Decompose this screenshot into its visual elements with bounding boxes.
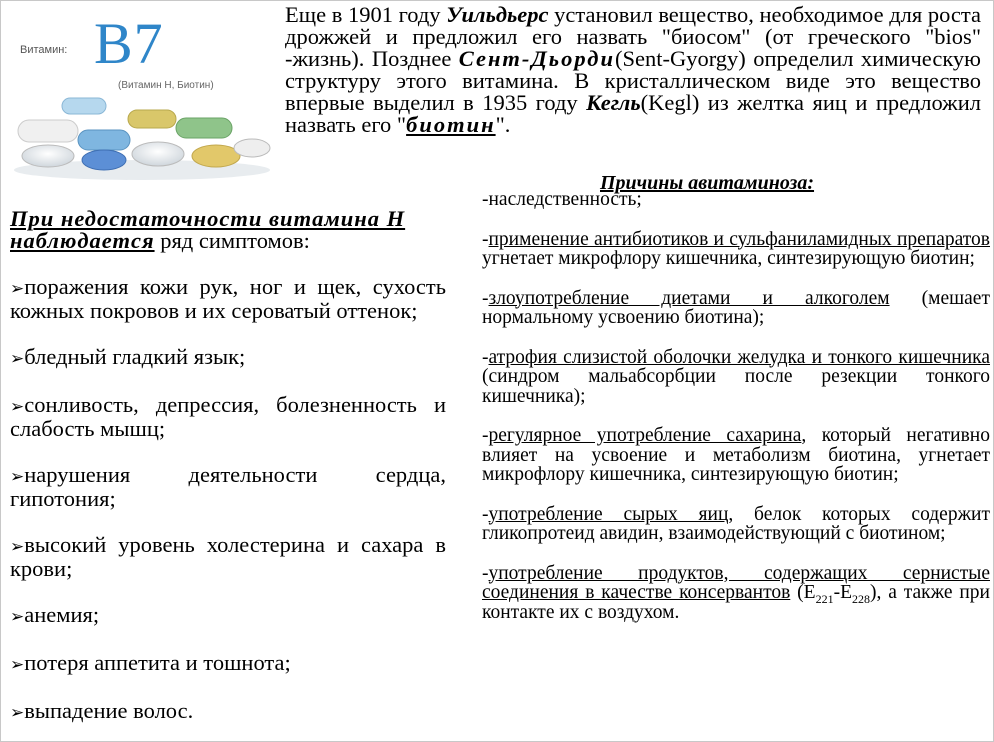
symptom-text: анемия;: [24, 602, 100, 627]
cause-item: [482, 348, 990, 407]
symptom-text: потеря аппетита и тошнота;: [24, 650, 291, 675]
symptoms-heading: [10, 208, 446, 252]
intro-text-3: (Sent-Gyorgy) определил химическую структуру этого витамина. В кристаллическом виде это вещество впервые выделил в 1935 году: [285, 46, 981, 115]
symptom-item: [10, 394, 446, 440]
name-szent-gyorgyi: Сент-Дьорди: [458, 46, 615, 71]
cause-dash: -: [482, 346, 489, 368]
symptom-item: [10, 700, 446, 724]
cause-text: , белок которых содержит гликопротеид авидин, взаимодействующий с биотином;: [482, 503, 991, 544]
symptom-text: поражения кожи рук, ног и щек, сухость кожных покровов и их сероватый оттенок;: [10, 274, 446, 323]
cause-item: [482, 564, 990, 623]
causes-column: [482, 190, 990, 622]
symptom-text: сонливость, депрессия, болезненность и слабость мышц;: [10, 392, 446, 441]
cause-dash: -: [482, 425, 489, 446]
arrow-bullet-icon: ➢: [10, 607, 25, 627]
logo-label: Витамин:: [20, 44, 68, 56]
cause-text: (Е: [790, 582, 816, 603]
cause-item: [482, 190, 990, 210]
cause-text: -Е: [833, 582, 852, 603]
symptom-text: нарушения деятельности сердца, гипотония;: [10, 462, 446, 511]
cause-text: , который негативно влияет на усвоение и метаболизм биотина, угнетает микрофлору кишечника, синтезирующую биотин;: [482, 425, 990, 485]
symptom-item: [10, 652, 446, 676]
arrow-bullet-icon: ➢: [10, 537, 25, 557]
arrow-bullet-icon: ➢: [10, 655, 25, 675]
cause-dash: -: [482, 503, 489, 525]
cause-underlined: регулярное употребление сахарина: [488, 425, 802, 446]
intro-text-4: (Kegl) из желтка яиц и предложил назвать его ": [285, 90, 981, 137]
cause-text: -наследственность;: [482, 189, 642, 210]
subscript: 228: [851, 591, 870, 606]
intro-paragraph: [285, 4, 981, 136]
cause-dash: -: [482, 228, 489, 250]
cause-underlined: употребление сырых яиц: [488, 503, 729, 525]
intro-text-2: установил вещество, необходимое для роста дрожжей и предложил его назвать "биосом" (от греческого "bios" -жизнь). Позднее: [285, 2, 982, 71]
cause-text: (мешает нормальному усвоению биотина);: [482, 287, 990, 328]
cause-dash: -: [482, 562, 489, 584]
cause-text: (синдром мальабсорбции после резекции тонкого кишечника);: [482, 366, 990, 407]
cause-underlined: атрофия слизистой оболочки желудка и тонкого кишечника: [488, 346, 990, 368]
arrow-bullet-icon: ➢: [10, 467, 25, 487]
cause-item: [482, 230, 990, 269]
vitamin-logo: [8, 8, 276, 184]
cause-underlined: применение антибиотиков и сульфаниламидных препаратов: [488, 228, 990, 250]
term-biotin: биотин: [406, 112, 496, 137]
cause-underlined: злоупотребление диетами и алкоголем: [488, 287, 890, 309]
symptom-item: [10, 534, 446, 580]
name-wildiers: Уильдьерс: [446, 2, 549, 27]
intro-text-5: ".: [495, 112, 511, 137]
logo-title: B7: [94, 11, 164, 76]
arrow-bullet-icon: ➢: [10, 279, 25, 299]
cause-item: [482, 505, 990, 544]
symptoms-column: [10, 208, 446, 724]
cause-dash: -: [482, 287, 489, 309]
logo-subtitle: (Витамин Н, Биотин): [118, 80, 214, 91]
symptom-item: [10, 346, 446, 370]
symptom-text: бледный гладкий язык;: [24, 344, 246, 369]
arrow-bullet-icon: ➢: [10, 349, 25, 369]
name-kogl: Кегль: [586, 90, 641, 115]
symptoms-heading-emph: При недостаточности витамина Н наблюдается: [10, 206, 406, 253]
arrow-bullet-icon: ➢: [10, 703, 25, 723]
intro-text-1: Еще в 1901 году: [285, 2, 447, 27]
cause-underlined: употребление продуктов, содержащих сернистые соединения в качестве консервантов: [482, 562, 990, 603]
symptom-text: выпадение волос.: [24, 698, 194, 723]
cause-text: ), а также при контакте их с воздухом.: [482, 582, 990, 623]
symptom-item: [10, 464, 446, 510]
cause-text: угнетает микрофлору кишечника, синтезирующую биотин;: [482, 248, 975, 269]
cause-item: [482, 289, 990, 328]
subscript: 221: [815, 591, 834, 606]
cause-item: [482, 426, 990, 485]
symptom-item: [10, 604, 446, 628]
symptom-text: высокий уровень холестерина и сахара в крови;: [10, 532, 446, 581]
arrow-bullet-icon: ➢: [10, 397, 25, 417]
causes-heading: Причины авитаминоза:: [600, 172, 815, 194]
symptom-item: [10, 276, 446, 322]
pills-illustration: [8, 90, 276, 184]
symptoms-heading-rest: ряд симптомов:: [154, 228, 310, 253]
